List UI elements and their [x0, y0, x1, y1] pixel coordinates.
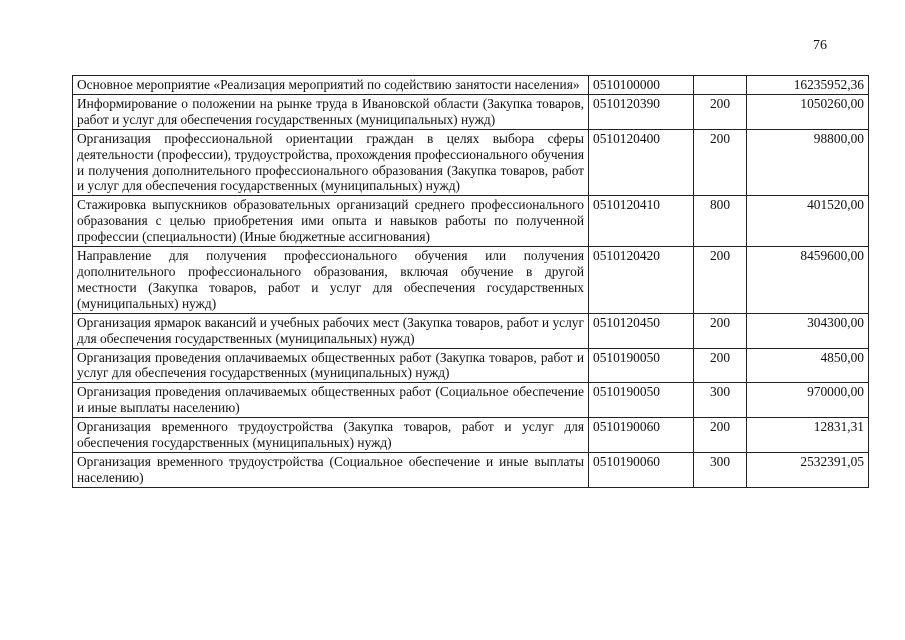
row-description: Организация ярмарок вакансий и учебных рабочих мест (Закупка товаров, работ и услуг для обеспечения государственных (муниципальных) нужд): [73, 313, 589, 348]
row-target-code: 0510120420: [589, 247, 694, 314]
row-expense-type: 200: [694, 418, 747, 453]
row-target-code: 0510190060: [589, 418, 694, 453]
row-expense-type: 200: [694, 129, 747, 196]
row-expense-type: 200: [694, 247, 747, 314]
row-description: Информирование о положении на рынке труда в Ивановской области (Закупка товаров, работ и услуг для обеспечения государственных (муниципальных) нужд): [73, 94, 589, 129]
row-amount: 304300,00: [747, 313, 869, 348]
row-amount: 8459600,00: [747, 247, 869, 314]
row-amount: 2532391,05: [747, 452, 869, 487]
budget-table: [72, 75, 869, 488]
row-expense-type: 800: [694, 196, 747, 247]
row-target-code: 0510120390: [589, 94, 694, 129]
row-description: Организация профессиональной ориентации граждан в целях выбора сферы деятельности (профессии), трудоустройства, прохождения профессионального обучения и получения дополнительного профессионального образования (Закупка товаров, работ и услуг для обеспечения государственных (муниципальных) нужд): [73, 129, 589, 196]
table-row: [73, 94, 869, 129]
table-row: [73, 383, 869, 418]
row-expense-type: 300: [694, 452, 747, 487]
table-row: [73, 247, 869, 314]
row-amount: 12831,31: [747, 418, 869, 453]
row-amount: 970000,00: [747, 383, 869, 418]
page-number: 76: [813, 38, 827, 53]
row-target-code: 0510120400: [589, 129, 694, 196]
table-row: [73, 76, 869, 95]
row-expense-type: 200: [694, 94, 747, 129]
row-amount: 1050260,00: [747, 94, 869, 129]
row-description: Основное мероприятие «Реализация мероприятий по содействию занятости населения»: [73, 76, 589, 95]
row-target-code: 0510120410: [589, 196, 694, 247]
row-target-code: 0510100000: [589, 76, 694, 95]
table-row: [73, 196, 869, 247]
table-row: [73, 313, 869, 348]
row-description: Организация временного трудоустройства (Закупка товаров, работ и услуг для обеспечения государственных (муниципальных) нужд): [73, 418, 589, 453]
table-row: [73, 452, 869, 487]
row-expense-type: 200: [694, 348, 747, 383]
row-expense-type: 200: [694, 313, 747, 348]
table-row: [73, 129, 869, 196]
row-amount: 98800,00: [747, 129, 869, 196]
row-amount: 16235952,36: [747, 76, 869, 95]
row-description: Организация проведения оплачиваемых общественных работ (Социальное обеспечение и иные выплаты населению): [73, 383, 589, 418]
table-row: [73, 418, 869, 453]
row-expense-type: 300: [694, 383, 747, 418]
row-amount: 4850,00: [747, 348, 869, 383]
table-row: [73, 348, 869, 383]
row-amount: 401520,00: [747, 196, 869, 247]
row-description: Организация временного трудоустройства (Социальное обеспечение и иные выплаты населению): [73, 452, 589, 487]
row-target-code: 0510190050: [589, 383, 694, 418]
row-target-code: 0510190060: [589, 452, 694, 487]
row-target-code: 0510120450: [589, 313, 694, 348]
row-target-code: 0510190050: [589, 348, 694, 383]
row-description: Организация проведения оплачиваемых общественных работ (Закупка товаров, работ и услуг для обеспечения государственных (муниципальных) нужд): [73, 348, 589, 383]
row-expense-type: [694, 76, 747, 95]
row-description: Направление для получения профессионального обучения или получения дополнительного профессионального образования, включая обучение в другой местности (Закупка товаров, работ и услуг для обеспечения государственных (муниципальных) нужд): [73, 247, 589, 314]
row-description: Стажировка выпускников образовательных организаций среднего профессионального образования с целью приобретения ими опыта и навыков работы по полученной профессии (специальности) (Иные бюджетные ассигнования): [73, 196, 589, 247]
budget-table-body: [73, 76, 869, 488]
